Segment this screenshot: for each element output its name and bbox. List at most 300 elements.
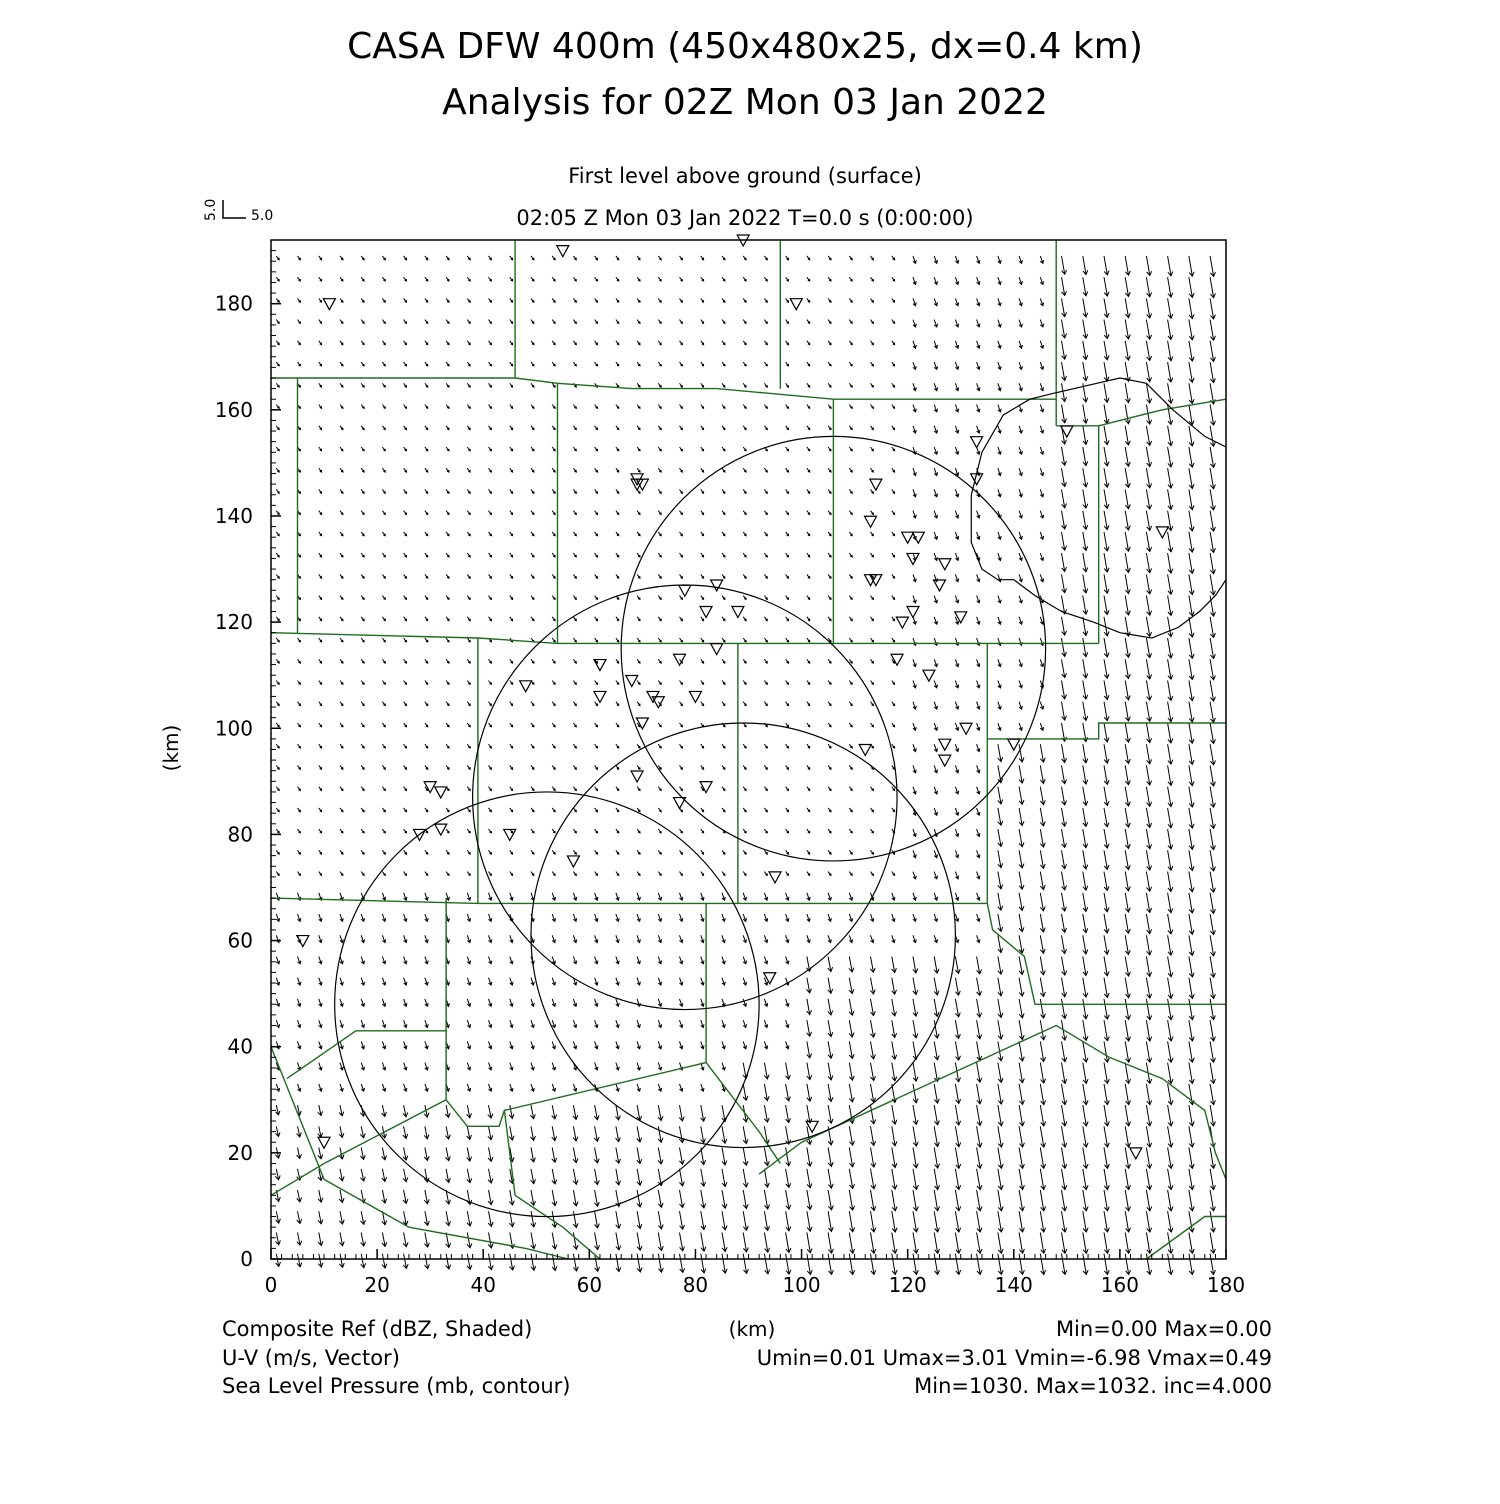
wind-vector — [404, 1063, 407, 1070]
wind-vector — [276, 468, 279, 472]
wind-vector — [552, 914, 555, 921]
station-triangle-icon — [960, 723, 972, 734]
wind-vector — [998, 596, 1001, 603]
wind-vector — [1125, 1105, 1130, 1126]
wind-vector — [1019, 256, 1022, 263]
wind-vector — [701, 957, 704, 964]
wind-vector — [786, 914, 789, 921]
wind-vector — [658, 978, 661, 985]
wind-vector — [361, 298, 364, 302]
wind-vector — [1125, 872, 1130, 891]
wind-vector — [955, 341, 958, 348]
wind-vector — [807, 1233, 812, 1253]
wind-vector — [934, 553, 937, 560]
wind-vector — [382, 638, 385, 642]
wind-vector — [977, 1190, 982, 1211]
wind-vector — [595, 1233, 600, 1250]
wind-vector — [1019, 574, 1022, 581]
wind-vector — [510, 1063, 513, 1070]
wind-vector — [616, 893, 619, 900]
wind-vector — [1146, 489, 1151, 509]
wind-vector — [828, 1169, 833, 1188]
wind-vector — [701, 638, 704, 642]
wind-vector — [467, 298, 470, 302]
wind-vector — [531, 489, 534, 493]
wind-vector — [1040, 468, 1043, 475]
wind-vector — [743, 1233, 748, 1252]
wind-vector — [1168, 914, 1173, 934]
wind-vector — [722, 744, 725, 748]
wind-vector — [1062, 447, 1067, 465]
wind-vector — [977, 383, 980, 390]
wind-vector — [552, 872, 555, 876]
wind-vector — [552, 383, 555, 387]
wind-vector — [1040, 1126, 1045, 1147]
wind-vector — [1040, 744, 1045, 762]
wind-vector — [510, 893, 513, 900]
wind-vector — [977, 617, 980, 624]
wind-vector — [298, 1041, 301, 1048]
wind-vector — [701, 659, 704, 663]
wind-vector — [1040, 872, 1045, 890]
wind-vector — [913, 574, 916, 581]
wind-vector — [446, 723, 449, 727]
wind-vector — [361, 511, 364, 515]
wind-vector — [530, 1126, 535, 1140]
wind-vector — [361, 1211, 366, 1224]
wind-vector — [1210, 511, 1215, 532]
wind-vector — [658, 277, 661, 281]
wind-vector — [276, 1211, 281, 1223]
wind-vector — [404, 574, 407, 578]
wind-vector — [1146, 765, 1151, 785]
wind-vector — [743, 511, 746, 515]
wind-vector — [404, 277, 407, 281]
wind-vector — [680, 957, 683, 964]
wind-vector — [340, 638, 343, 642]
wind-vector — [489, 574, 492, 578]
wind-vector — [1104, 1105, 1109, 1126]
wind-vector — [1168, 1190, 1173, 1211]
wind-vector — [680, 341, 683, 345]
wind-vector — [531, 872, 534, 876]
wind-vector — [489, 999, 492, 1006]
wind-vector — [786, 872, 789, 876]
wind-vector — [1104, 893, 1109, 912]
wind-vector — [1210, 1041, 1215, 1062]
wind-vector — [1146, 935, 1151, 955]
wind-vector — [1062, 638, 1067, 656]
wind-vector — [489, 872, 492, 876]
wind-vector — [786, 1254, 791, 1274]
wind-vector — [1210, 935, 1215, 956]
wind-vector — [404, 511, 407, 515]
wind-vector — [340, 574, 343, 578]
wind-vector — [658, 1020, 661, 1027]
wind-vector — [595, 277, 598, 281]
wind-vector — [1189, 638, 1194, 658]
wind-vector — [871, 723, 874, 727]
wind-vector — [404, 872, 407, 876]
wind-vector — [871, 829, 874, 833]
wind-vector — [318, 1148, 323, 1159]
wind-vector — [892, 1126, 897, 1146]
wind-vector — [934, 383, 937, 390]
wind-vector — [722, 277, 725, 281]
wind-vector — [1210, 787, 1215, 808]
wind-vector — [595, 362, 598, 366]
wind-vector — [595, 893, 598, 900]
wind-vector — [701, 1254, 706, 1273]
wind-vector — [1125, 341, 1130, 360]
wind-vector — [1168, 1020, 1173, 1041]
wind-vector — [807, 1084, 812, 1101]
wind-vector — [870, 1020, 875, 1037]
wind-vector — [637, 957, 640, 964]
wind-vector — [531, 1020, 534, 1027]
wind-vector — [786, 532, 789, 536]
wind-vector — [637, 532, 640, 536]
wind-vector — [1189, 659, 1194, 679]
wind-vector — [340, 978, 343, 985]
wind-vector — [403, 1254, 408, 1269]
wind-vector — [382, 659, 385, 663]
wind-vector — [977, 765, 980, 772]
wind-vector — [1210, 574, 1215, 595]
wind-vector — [1083, 1169, 1088, 1190]
wind-vector — [1125, 935, 1130, 954]
wind-vector — [828, 1190, 833, 1210]
wind-vector — [913, 659, 916, 666]
wind-vector — [319, 850, 322, 854]
wind-vector — [998, 1190, 1003, 1211]
wind-vector — [1083, 1105, 1088, 1126]
wind-vector — [998, 362, 1001, 369]
wind-vector — [531, 808, 534, 812]
wind-vector — [807, 1254, 812, 1275]
wind-vector — [1019, 1084, 1024, 1105]
wind-vector — [955, 638, 958, 645]
wind-vector — [467, 468, 470, 472]
wind-vector — [531, 532, 534, 536]
wind-vector — [743, 553, 746, 557]
wind-vector — [425, 765, 428, 769]
wind-vector — [616, 659, 619, 663]
wind-vector — [892, 1233, 897, 1254]
wind-vector — [998, 447, 1001, 454]
wind-vector — [488, 1148, 493, 1162]
wind-vector — [594, 1105, 599, 1120]
wind-vector — [764, 659, 767, 663]
wind-vector — [382, 978, 385, 985]
wind-vector — [467, 447, 470, 451]
wind-vector — [1125, 1020, 1130, 1041]
wind-vector — [425, 1063, 428, 1070]
wind-vector — [552, 596, 555, 600]
wind-vector — [361, 405, 364, 409]
wind-vector — [701, 553, 704, 557]
wind-vector — [1019, 702, 1022, 709]
wind-vector — [1019, 1063, 1024, 1083]
wind-vector — [382, 935, 385, 942]
wind-vector — [1019, 914, 1024, 932]
wind-vector — [701, 447, 704, 451]
wind-vector — [298, 1084, 301, 1091]
wind-vector — [977, 1084, 982, 1104]
wind-vector — [425, 574, 428, 578]
wind-vector — [743, 1020, 746, 1027]
wind-vector — [743, 277, 746, 281]
footer-right-2: Umin=0.01 Umax=3.01 Vmin=-6.98 Vmax=0.49 — [756, 1346, 1272, 1370]
wind-vector — [892, 893, 895, 900]
wind-vector — [595, 468, 598, 472]
wind-vector — [786, 957, 789, 964]
wind-vector — [1019, 659, 1022, 666]
wind-vector — [298, 872, 301, 876]
wind-vector — [595, 1211, 600, 1228]
wind-vector — [786, 277, 789, 281]
station-triangle-icon — [711, 644, 723, 655]
wind-vector — [1189, 1041, 1194, 1062]
wind-vector — [1168, 1084, 1173, 1105]
wind-vector — [1040, 383, 1043, 390]
wind-vector — [319, 426, 322, 430]
wind-vector — [573, 277, 576, 281]
wind-vector — [807, 553, 810, 557]
wind-vector — [1083, 532, 1088, 551]
wind-vector — [786, 447, 789, 451]
wind-vector — [807, 489, 810, 493]
wind-vector — [425, 256, 428, 260]
wind-vector — [892, 978, 897, 995]
wind-vector — [1062, 511, 1067, 529]
wind-vector — [701, 1190, 706, 1208]
wind-vector — [680, 723, 683, 727]
wind-vector — [489, 914, 492, 921]
wind-vector — [382, 1020, 385, 1027]
wind-vector — [489, 935, 492, 942]
wind-vector — [871, 511, 874, 515]
wind-vector — [1062, 1148, 1067, 1169]
wind-vector — [1083, 978, 1088, 997]
wind-vector — [828, 787, 831, 791]
wind-vector — [467, 765, 470, 769]
station-triangle-icon — [732, 607, 744, 618]
wind-vector — [531, 511, 534, 515]
wind-vector — [319, 872, 322, 876]
wind-vector — [977, 1105, 982, 1125]
wind-vector — [467, 341, 470, 345]
wind-vector — [276, 1020, 279, 1027]
wind-vector — [573, 574, 576, 578]
wind-vector — [871, 298, 874, 302]
wind-vector — [339, 1254, 344, 1268]
wind-vector — [913, 935, 916, 942]
wind-vector — [425, 489, 428, 493]
wind-vector — [467, 320, 470, 324]
wind-vector — [1168, 362, 1173, 382]
wind-vector — [849, 617, 852, 621]
county-line — [1056, 399, 1226, 426]
wind-vector — [722, 893, 725, 900]
station-triangle-icon — [1130, 1148, 1142, 1159]
wind-vector — [786, 405, 789, 409]
wind-vector — [531, 744, 534, 748]
subtitle-level: First level above ground (surface) — [568, 164, 922, 188]
wind-vector — [1104, 596, 1109, 615]
wind-vector — [297, 1190, 302, 1202]
wind-vector — [552, 659, 555, 663]
wind-vector — [828, 617, 831, 621]
wind-vector — [531, 1063, 534, 1070]
wind-vector — [1189, 744, 1194, 764]
wind-vector — [998, 532, 1001, 539]
wind-vector — [764, 298, 767, 302]
wind-vector — [1146, 1211, 1151, 1232]
wind-vector — [934, 617, 937, 624]
wind-vector — [849, 1063, 854, 1081]
wind-vector — [871, 935, 874, 942]
wind-vector — [977, 1148, 982, 1169]
wind-vector — [616, 1084, 619, 1091]
wind-vector — [382, 829, 385, 833]
wind-vector — [849, 341, 852, 345]
wind-vector — [764, 999, 767, 1006]
wind-vector — [1040, 808, 1045, 826]
wind-vector — [1019, 957, 1024, 975]
wind-vector — [1062, 850, 1067, 868]
wind-vector — [722, 1169, 727, 1187]
wind-vector — [403, 1126, 408, 1138]
wind-vector — [701, 1211, 706, 1229]
wind-vector — [531, 1190, 536, 1205]
wind-vector — [786, 383, 789, 387]
wind-vector — [319, 999, 322, 1006]
wind-vector — [616, 341, 619, 345]
wind-vector — [552, 1063, 555, 1070]
wind-vector — [424, 1148, 429, 1161]
wind-vector — [425, 532, 428, 536]
wind-vector — [1040, 426, 1043, 433]
wind-vector — [1189, 532, 1194, 552]
wind-vector — [1019, 1041, 1024, 1061]
wind-vector — [1210, 362, 1215, 383]
wind-vector — [510, 447, 513, 451]
wind-vector — [1125, 1126, 1130, 1147]
wind-vector — [658, 1211, 663, 1229]
wind-vector — [573, 468, 576, 472]
wind-vector — [977, 426, 980, 433]
wind-vector — [489, 447, 492, 451]
wind-vector — [871, 1169, 876, 1189]
wind-vector — [531, 1233, 536, 1249]
wind-vector — [934, 872, 937, 879]
wind-vector — [680, 511, 683, 515]
wind-vector — [722, 1041, 725, 1048]
wind-vector — [977, 872, 980, 879]
wind-vector — [510, 341, 513, 345]
wind-vector — [871, 914, 874, 921]
wind-vector — [1189, 1148, 1194, 1169]
wind-vector — [1104, 511, 1109, 530]
wind-vector — [595, 298, 598, 302]
wind-vector — [680, 1041, 683, 1048]
wind-vector — [764, 702, 767, 706]
wind-vector — [764, 383, 767, 387]
wind-vector — [1146, 617, 1151, 637]
wind-vector — [595, 744, 598, 748]
wind-vector — [552, 511, 555, 515]
wind-vector — [361, 914, 364, 921]
wind-vector — [425, 935, 428, 942]
wind-vector — [892, 914, 895, 921]
wind-vector — [701, 765, 704, 769]
wind-vector — [955, 1105, 960, 1125]
station-triangle-icon — [896, 617, 908, 628]
wind-vector — [276, 256, 279, 260]
wind-vector — [616, 511, 619, 515]
wind-vector — [955, 320, 958, 327]
wind-vector — [1125, 1084, 1130, 1105]
wind-vector — [1189, 978, 1194, 999]
wind-vector — [446, 681, 449, 685]
wind-vector — [1168, 532, 1173, 552]
wind-vector — [1062, 1211, 1067, 1232]
wind-vector — [573, 1020, 576, 1027]
wind-vector — [552, 1126, 557, 1140]
wind-vector — [722, 957, 725, 964]
wind-vector — [361, 638, 364, 642]
wind-vector — [319, 256, 322, 260]
wind-vector — [425, 744, 428, 748]
wind-vector — [382, 511, 385, 515]
wind-vector — [977, 850, 980, 857]
wind-vector — [276, 723, 279, 727]
wind-vector — [1040, 511, 1043, 518]
wind-vector — [1083, 935, 1088, 954]
wind-vector — [998, 744, 1003, 761]
wind-vector — [1210, 277, 1215, 298]
wind-vector — [489, 978, 492, 985]
wind-vector — [892, 702, 895, 706]
wind-vector — [679, 1148, 684, 1165]
wind-vector — [701, 617, 704, 621]
wind-vector — [531, 1211, 536, 1227]
wind-vector — [445, 1105, 450, 1117]
wind-vector — [616, 850, 619, 854]
wind-vector — [361, 553, 364, 557]
wind-vector — [1125, 277, 1130, 296]
wind-vector — [552, 617, 555, 621]
wind-vector — [1168, 596, 1173, 616]
wind-vector — [1040, 935, 1045, 953]
wind-vector — [361, 1254, 366, 1268]
wind-vector — [764, 596, 767, 600]
wind-vector — [1210, 426, 1215, 447]
wind-vector — [892, 489, 895, 493]
wind-vector — [573, 999, 576, 1006]
wind-vector — [552, 320, 555, 324]
y-tick-label: 160 — [214, 397, 253, 422]
wind-vector — [297, 1126, 302, 1137]
y-tick-label: 20 — [227, 1140, 253, 1165]
vector-scale-key — [203, 199, 273, 224]
wind-vector — [276, 829, 279, 833]
wind-vector — [276, 1041, 279, 1048]
wind-vector — [489, 426, 492, 430]
wind-vector — [382, 532, 385, 536]
wind-vector — [1019, 298, 1022, 305]
